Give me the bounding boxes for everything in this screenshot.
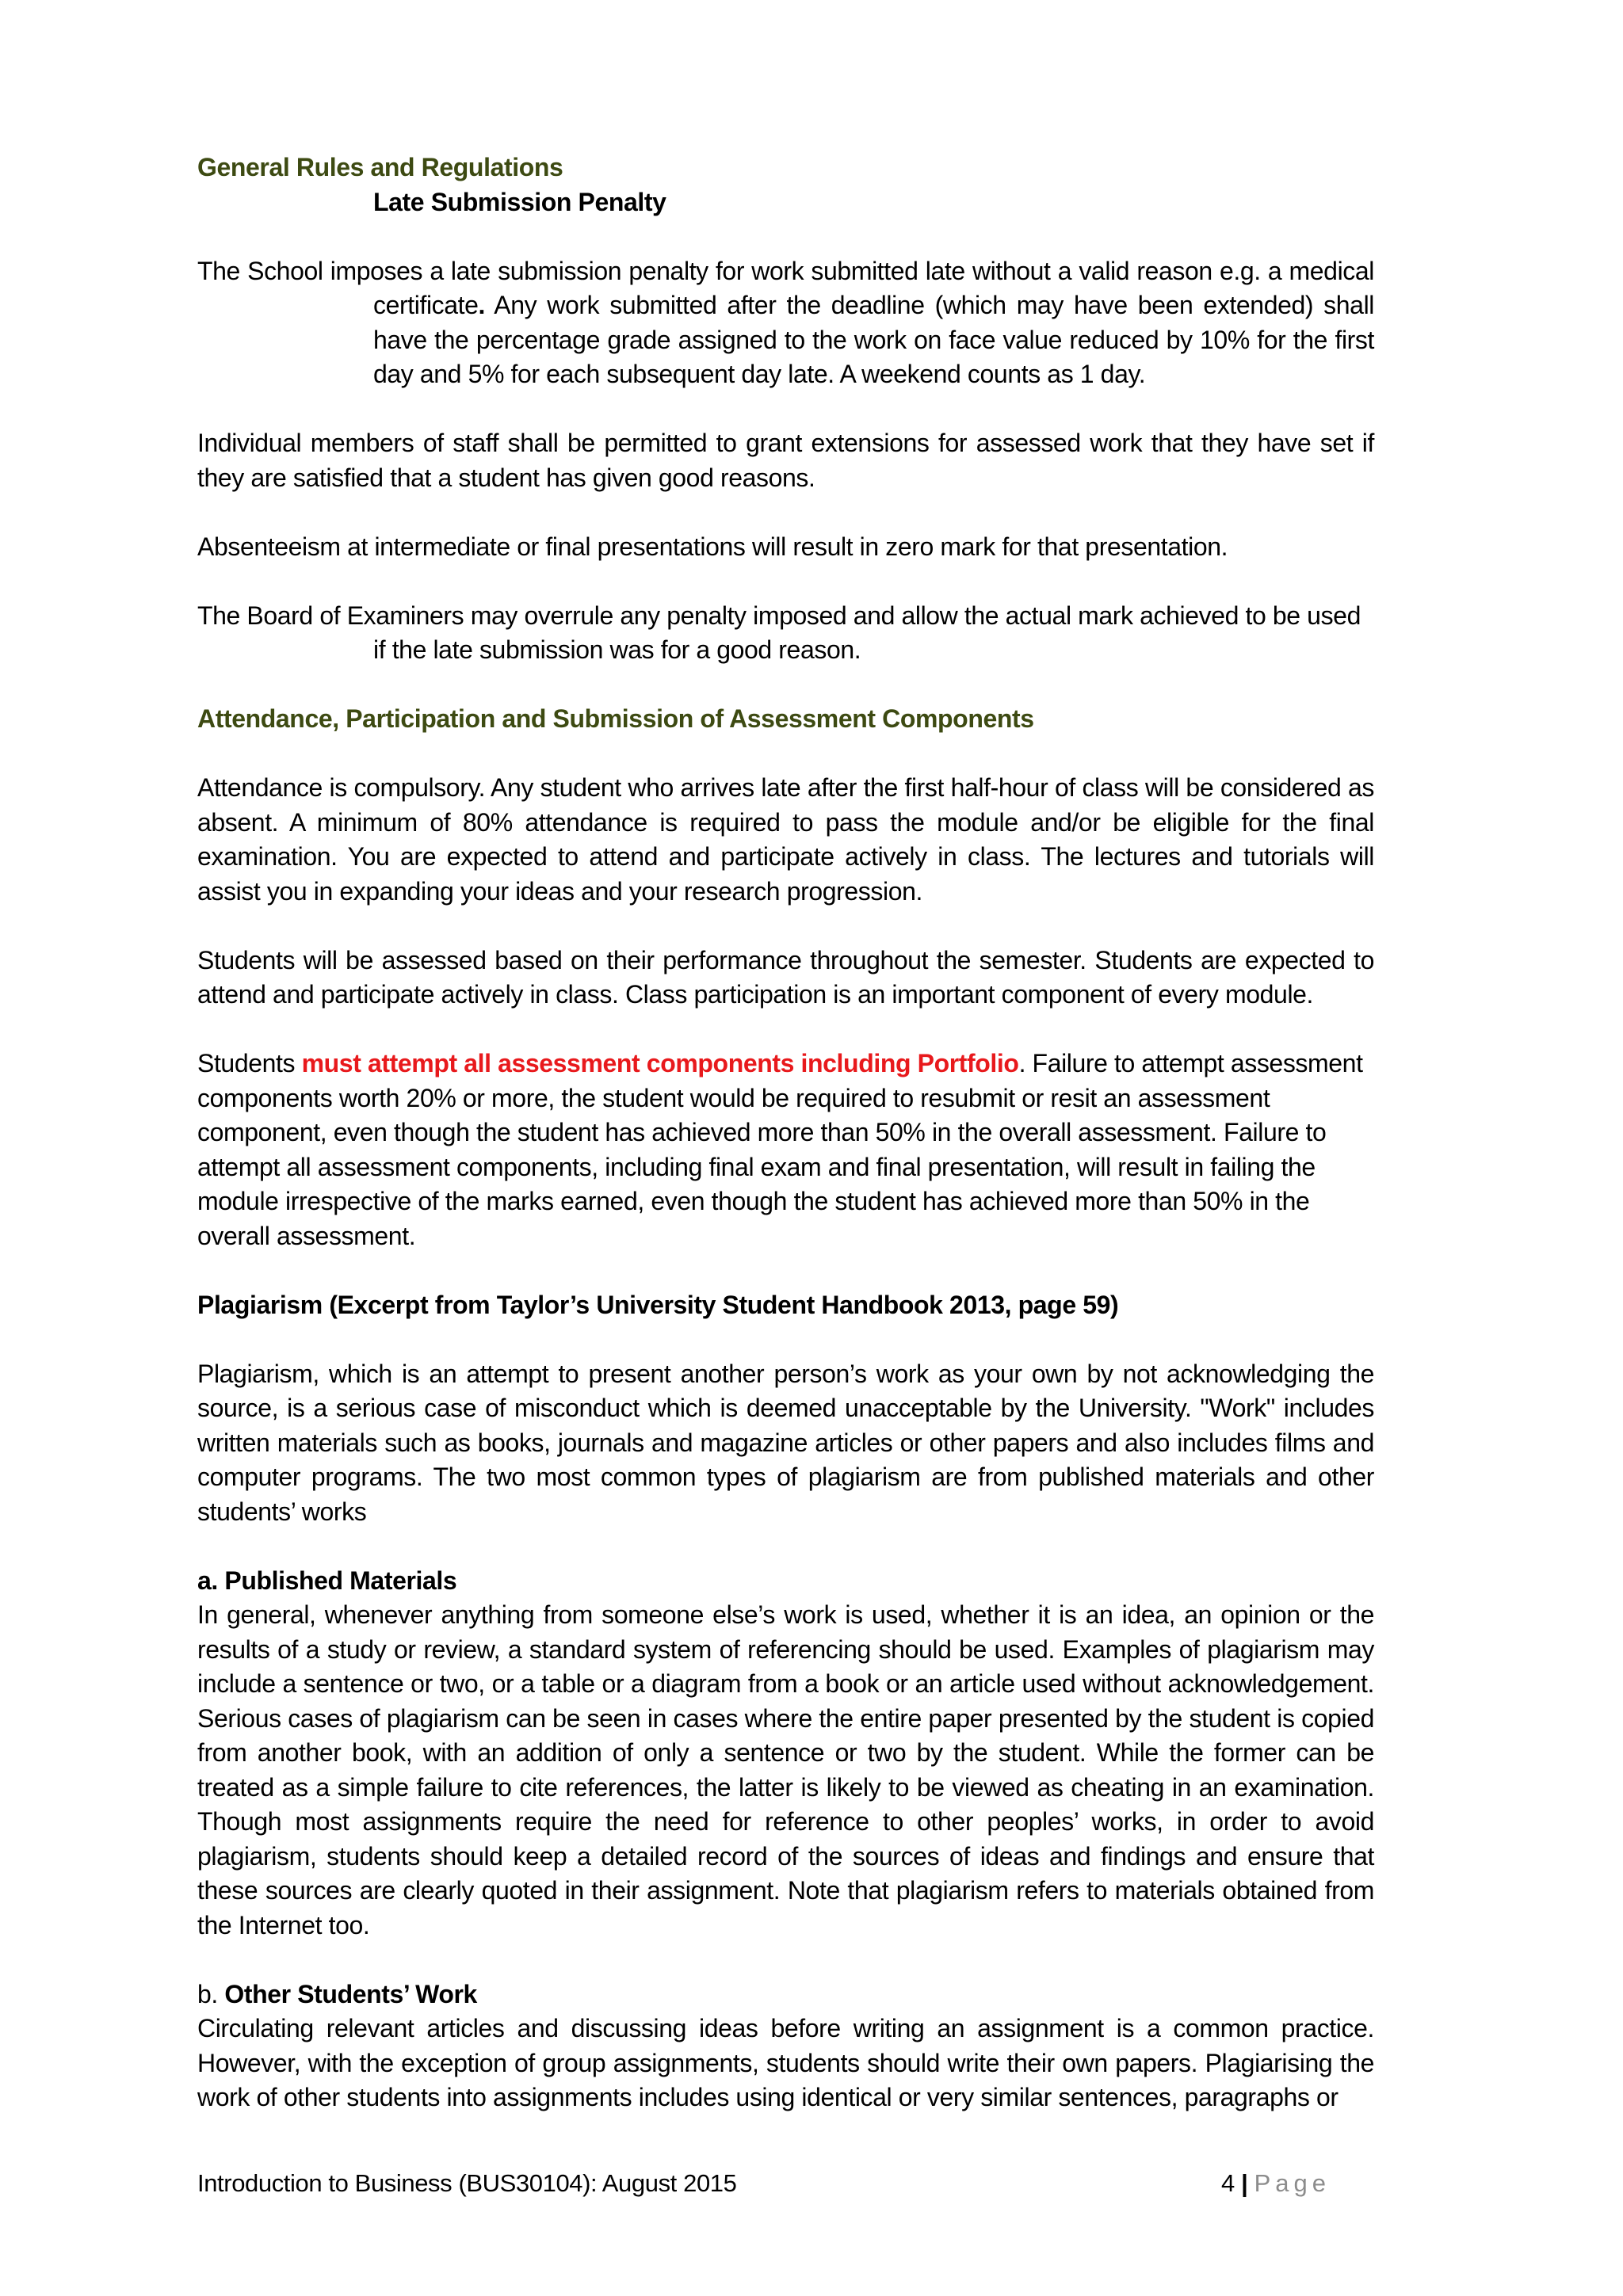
footer-course: Introduction to Business (BUS30104): August 2015: [197, 2169, 737, 2197]
paragraph-extensions: Individual members of staff shall be permitted to grant extensions for assessed work that they have set if they are satisfied that a student has given good reasons.: [197, 429, 1374, 492]
footer-page-word: Page: [1254, 2169, 1331, 2197]
paragraph-board-of-examiners: The Board of Examiners may overrule any penalty imposed and allow the actual mark achieved to be used if the late submission was for a good reason.: [197, 601, 1361, 664]
footer-separator: |: [1241, 2169, 1248, 2197]
other-students-prefix: b.: [197, 1979, 225, 2008]
heading-general-rules: General Rules and Regulations: [197, 153, 563, 181]
heading-published-materials: a. Published Materials: [197, 1566, 457, 1595]
heading-attendance: Attendance, Participation and Submission of Assessment Components: [197, 704, 1034, 733]
footer-page-indicator: [1221, 2168, 1331, 2199]
heading-other-students-work: [197, 1978, 1374, 2012]
paragraph-absenteeism: Absenteeism at intermediate or final presentations will result in zero mark for that presentation.: [197, 532, 1228, 561]
assessment-components-emphasis: must attempt all assessment components including Portfolio: [301, 1049, 1019, 1077]
paragraph-published-materials: In general, whenever anything from someone else’s work is used, whether it is an idea, an opinion or the results of a study or review, a standard system of referencing should be used. Examples of plagiarism may include a sentence or two, or a table or a diagram from a book or an article used without acknowledgement. Serious cases of plagiarism can be seen in cases where the entire paper presented by the student is copied from another book, with an addition of only a sentence or two by the student. While the former can be treated as a simple failure to cite references, the latter is likely to be viewed as cheating in an examination. Though most assignments require the need for reference to other peoples’ works, in order to avoid plagiarism, students should keep a detailed record of the sources of ideas and findings and ensure that these sources are clearly quoted in their assignment. Note that plagiarism refers to materials obtained from the Internet too.: [197, 1600, 1374, 1939]
paragraph-other-students-work: Circulating relevant articles and discussing ideas before writing an assignment is a common practice. However, with the exception of group assignments, students should write their own papers. Plagiarising the work of other students into assignments includes using identical or very similar sentences, paragraphs or: [197, 2014, 1374, 2111]
subheading-late-submission: Late Submission Penalty: [373, 187, 666, 216]
paragraph-late-penalty-dot: .: [478, 291, 486, 319]
assessment-components-start: Students: [197, 1049, 302, 1077]
document-page: [197, 151, 1374, 2115]
paragraph-late-penalty-rest: Any work submitted after the deadline (which may have been extended) shall have the percentage grade assigned to the work on face value reduced by 10% for the first day and 5% for each subsequent day late. A weekend counts as 1 day.: [373, 291, 1374, 388]
paragraph-late-penalty: [197, 254, 1374, 392]
paragraph-attendance: Attendance is compulsory. Any student who arrives late after the first half-hour of class will be considered as absent. A minimum of 80% attendance is required to pass the module and/or be eligible for the final examination. You are expected to attend and participate actively in class. The lectures and tutorials will assist you in expanding your ideas and your research progression.: [197, 773, 1374, 906]
footer-page-number: 4: [1221, 2169, 1235, 2197]
paragraph-late-penalty-start: The School imposes a late submission penalty for work submitted late without a valid reason e.g. a medical certificate: [197, 256, 1374, 319]
paragraph-plagiarism: Plagiarism, which is an attempt to present another person’s work as your own by not acknowledging the source, is a serious case of misconduct which is deemed unacceptable by the University. "Work" includes written materials such as books, journals and magazine articles or other papers and also includes films and computer programs. The two most common types of plagiarism are from published materials and other students’ works: [197, 1359, 1374, 1526]
other-students-title: Other Students’ Work: [224, 1979, 477, 2008]
paragraph-assessment-components: [197, 1047, 1374, 1253]
heading-plagiarism: Plagiarism (Excerpt from Taylor’s University Student Handbook 2013, page 59): [197, 1290, 1119, 1319]
assessment-components-end: . Failure to attempt assessment components worth 20% or more, the student would be required to resubmit or resit an assessment component, even though the student has achieved more than 50% in the overall assessment. Failure to attempt all assessment components, including final exam and final presentation, will result in failing the module irrespective of the marks earned, even though the student has achieved more than 50% in the overall assessment.: [197, 1049, 1363, 1250]
paragraph-assessment: Students will be assessed based on their performance throughout the semester. Students are expected to attend and participate actively in class. Class participation is an important component of every module.: [197, 945, 1374, 1009]
